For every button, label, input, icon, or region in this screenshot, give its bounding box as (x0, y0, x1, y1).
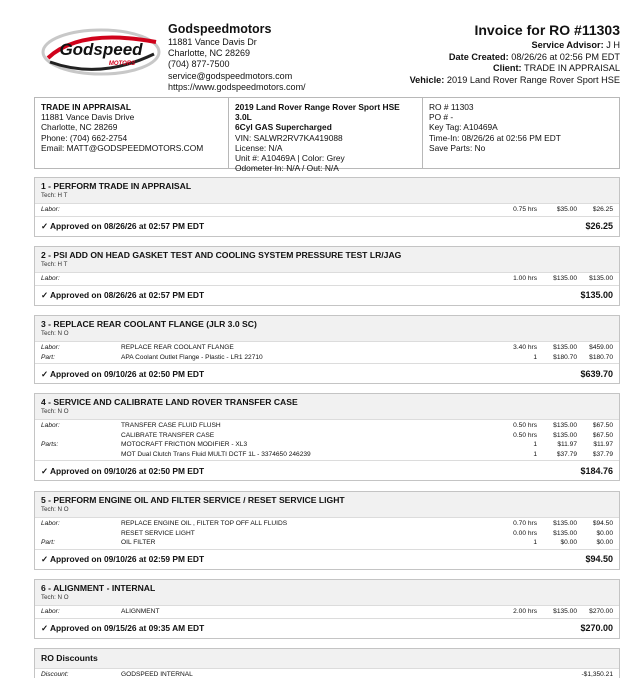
vehicle: Vehicle: 2019 Land Rover Range Rover Sport HSE (409, 74, 620, 85)
job-header (35, 492, 619, 518)
invoice-header (410, 22, 620, 86)
job-approval-row (35, 216, 619, 236)
job-section (34, 246, 620, 306)
job-tech: Tech: H T (41, 192, 68, 199)
time-in: Time-In: 08/26/26 at 02:56 PM EDT (429, 132, 561, 143)
job-section (34, 393, 620, 481)
job-line: Labor: REPLACE REAR COOLANT FLANGE 3.40 hrs $135.00 $459.00 (41, 344, 613, 351)
shop-phone: (704) 877-7500 (168, 59, 230, 70)
shop-email[interactable]: service@godspeedmotors.com (168, 70, 293, 81)
job-line: Labor: 0.75 hrs $35.00 $26.25 (41, 206, 613, 213)
job-total: $270.00 (580, 623, 613, 634)
job-section (34, 491, 620, 570)
job-approval-row (35, 618, 619, 638)
vehicle-odometer: Odometer In: N/A / Out: N/A (235, 163, 339, 174)
customer-name: TRADE IN APPRAISAL (41, 102, 131, 112)
job-lines (35, 273, 619, 285)
job-title: 4 - SERVICE AND CALIBRATE LAND ROVER TRANSFER CASE (41, 397, 298, 407)
job-approval-row (35, 285, 619, 305)
job-approval-row (35, 363, 619, 383)
job-line: Parts: MOTOCRAFT FRICTION MODIFIER - XL3 1 $11.97 $11.97 (41, 441, 613, 449)
job-line: Labor: REPLACE ENGINE OIL , FILTER TOP OFF ALL FLUIDS 0.70 hrs $135.00 $94.50 (41, 520, 613, 527)
invoice-title: Invoice for RO #11303 (474, 22, 620, 38)
job-line: Labor: ALIGNMENT 2.00 hrs $135.00 $270.00 (41, 608, 613, 615)
job-lines (35, 420, 619, 460)
approval-text: Approved on 08/26/26 at 02:57 PM EDT (50, 290, 205, 301)
shop-name: Godspeedmotors (168, 22, 272, 36)
customer-info (35, 98, 229, 168)
job-line: CALIBRATE TRANSFER CASE 0.50 hrs $135.00 $67.50 (121, 431, 613, 439)
client: Client: TRADE IN APPRAISAL (493, 63, 620, 74)
discount-desc: GODSPEED INTERNAL (121, 671, 193, 678)
job-total: $94.50 (585, 554, 613, 565)
approval-text: Approved on 09/10/26 at 02:50 PM EDT (50, 465, 205, 476)
job-line: Labor: TRANSFER CASE FLUID FLUSH 0.50 hrs $135.00 $67.50 (41, 422, 613, 429)
logo-text: Godspeed (59, 40, 143, 59)
ro-info (423, 98, 619, 168)
approval-text: Approved on 08/26/26 at 02:57 PM EDT (50, 221, 205, 232)
job-line: MOT Dual Clutch Trans Fluid MULTI DCTF 1L - 3374650 246239 1 $37.79 $37.79 (121, 450, 613, 458)
discount-lines (35, 669, 619, 678)
customer-address2: Charlotte, NC 28269 (41, 122, 118, 133)
job-tech: Tech: N O (41, 594, 69, 601)
customer-phone: Phone: (704) 662-2754 (41, 132, 128, 143)
check-icon: ✓ (41, 221, 49, 232)
logo-graphic (40, 24, 162, 80)
job-title: 6 - ALIGNMENT - INTERNAL (41, 583, 156, 593)
job-header (35, 316, 619, 342)
key-tag: Key Tag: A10469A (429, 122, 498, 133)
approval-text: Approved on 09/15/26 at 09:35 AM EDT (50, 623, 205, 634)
check-icon: ✓ (41, 465, 49, 476)
job-section (34, 315, 620, 384)
job-line: Part: OIL FILTER 1 $0.00 $0.00 (41, 539, 613, 547)
vehicle-license: License: N/A (235, 142, 283, 153)
job-header (35, 247, 619, 273)
vehicle-info (229, 98, 423, 174)
vehicle-title1: 2019 Land Rover Range Rover Sport HSE 3.0L (235, 102, 400, 123)
job-header (35, 580, 619, 606)
job-tech: Tech: N O (41, 330, 69, 337)
job-approval-row (35, 549, 619, 569)
job-line: RESET SERVICE LIGHT 0.00 hrs $135.00 $0.00 (121, 529, 613, 537)
customer-email: Email: MATT@GODSPEEDMOTORS.COM (41, 142, 204, 153)
shop-logo (40, 24, 162, 80)
job-lines (35, 606, 619, 618)
approval-text: Approved on 09/10/26 at 02:59 PM EDT (50, 554, 205, 565)
discount-amount: -$1,350.21 (581, 671, 613, 678)
job-lines (35, 204, 619, 216)
shop-address-line1: 11881 Vance Davis Dr (168, 37, 257, 47)
job-line: Labor: 1.00 hrs $135.00 $135.00 (41, 275, 613, 282)
discount-label: Discount: (41, 671, 69, 678)
discounts-title: RO Discounts (41, 653, 98, 663)
job-total: $639.70 (580, 368, 613, 379)
job-title: 2 - PSI ADD ON HEAD GASKET TEST AND COOLING SYSTEM PRESSURE TEST LR/JAG (41, 250, 402, 260)
shop-website[interactable]: https://www.godspeedmotors.com/ (168, 81, 306, 92)
job-section (34, 579, 620, 639)
job-lines (35, 518, 619, 549)
job-title: 5 - PERFORM ENGINE OIL AND FILTER SERVICE / RESET SERVICE LIGHT (41, 495, 345, 505)
check-icon: ✓ (41, 290, 49, 301)
discounts-section (34, 648, 620, 678)
job-title: 3 - REPLACE REAR COOLANT FLANGE (JLR 3.0 SC) (41, 319, 257, 329)
job-header (35, 394, 619, 420)
job-tech: Tech: N O (41, 408, 69, 415)
check-icon: ✓ (41, 368, 49, 379)
date-created: Date Created: 08/26/26 at 02:56 PM EDT (448, 51, 620, 62)
job-line: Part: APA Coolant Outlet Flange - Plastic - LR1 22710 1 $180.70 $180.70 (41, 353, 613, 361)
check-icon: ✓ (41, 623, 49, 634)
po-number: PO # - (429, 112, 454, 123)
check-icon: ✓ (41, 554, 49, 565)
job-total: $26.25 (585, 221, 613, 232)
job-section (34, 177, 620, 237)
info-box (34, 97, 620, 174)
job-total: $135.00 (580, 290, 613, 301)
logo-subtext: MOTORS (108, 61, 136, 67)
job-approval-row (35, 460, 619, 480)
service-advisor: Service Advisor: J H (531, 40, 620, 50)
job-tech: Tech: N O (41, 506, 69, 513)
shop-info (168, 22, 306, 93)
discount-line (35, 670, 619, 678)
shop-address-line2: Charlotte, NC 28269 (168, 48, 251, 59)
job-title: 1 - PERFORM TRADE IN APPRAISAL (41, 181, 192, 191)
vehicle-unit: Unit #: A10469A | Color: Grey (235, 153, 345, 164)
job-lines (35, 342, 619, 363)
job-total: $184.76 (580, 465, 613, 476)
save-parts: Save Parts: No (429, 142, 486, 153)
discounts-header (35, 649, 619, 669)
customer-address1: 11881 Vance Davis Drive (41, 112, 135, 123)
ro-number: RO # 11303 (429, 102, 474, 112)
job-header (35, 178, 619, 204)
job-tech: Tech: H T (41, 261, 68, 268)
approval-text: Approved on 09/10/26 at 02:50 PM EDT (50, 368, 205, 379)
vehicle-vin: VIN: SALWR2RV7KA419088 (235, 132, 343, 143)
vehicle-title2: 6Cyl GAS Supercharged (235, 122, 332, 133)
